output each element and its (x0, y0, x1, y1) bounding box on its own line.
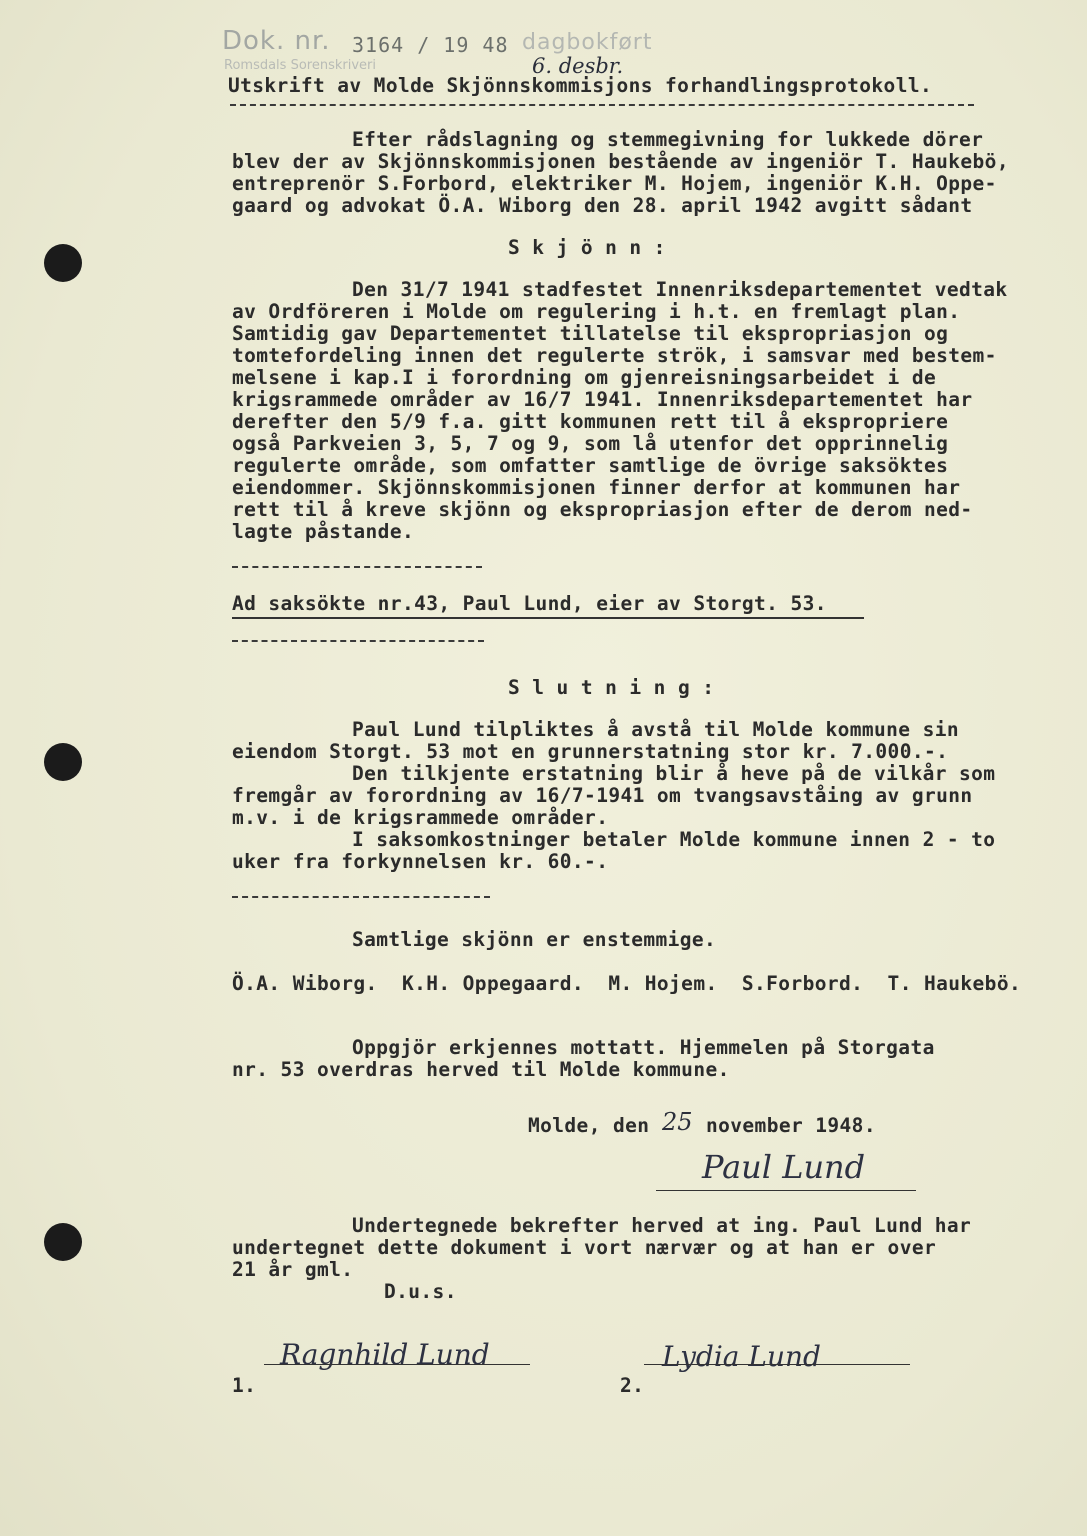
title-divider (230, 104, 974, 106)
place-date-day: 25 (662, 1108, 693, 1136)
signature-paul-lund: Paul Lund (702, 1148, 866, 1186)
slutning-line: uker fra forkynnelsen kr. 60.-. (232, 850, 609, 873)
dus-closing: D.u.s. (384, 1280, 457, 1303)
case-line: Ad saksökte nr.43, Paul Lund, eier av Storgt. 53. (232, 592, 827, 615)
skjonn-line: av Ordföreren i Molde om regulering i h.t. en fremlagt plan. (232, 300, 961, 323)
slutning-line: eiendom Storgt. 53 mot en grunnerstatning stor kr. 7.000.-. (232, 740, 949, 763)
intro-line: blev der av Skjönnskommisjonen bestående av ingeniör T. Haukebö, (232, 150, 1009, 173)
skjonn-line: krigsrammede områder av 16/7 1941. Innenriksdepartementet har (232, 388, 973, 411)
skjonn-line: eiendommer. Skjönnskommisjonen finner derfor at kommunen har (232, 476, 961, 499)
skjonn-line: rett til å kreve skjönn og ekspropriasjon efter de derom ned- (232, 498, 973, 521)
registry-stamp-sub: Romsdals Sorenskriveri (224, 58, 376, 73)
registry-stamp-label: Dok. nr. (222, 26, 331, 56)
slutning-line: m.v. i de krigsrammede områder. (232, 806, 609, 829)
registry-stamp-suffix: dagbokført (522, 30, 653, 55)
registry-stamp-number: 3164 / 19 48 (352, 33, 509, 57)
case-underline (232, 617, 864, 619)
slutning-line: Den tilkjente erstatning blir å heve på de vilkår som (352, 762, 996, 785)
witness2-signature: Lydia Lund (662, 1340, 821, 1373)
witness2-number: 2. (620, 1374, 645, 1397)
witness1-signature: Ragnhild Lund (280, 1338, 490, 1371)
witness-line: 21 år gml. (232, 1258, 354, 1281)
place-date-rest: november 1948. (706, 1114, 876, 1137)
witness-line: Undertegnede bekrefter herved at ing. Paul Lund har (352, 1214, 972, 1237)
skjonn-line: derefter den 5/9 f.a. gitt kommunen rett til å ekspropriere (232, 410, 949, 433)
signers-list: Ö.A. Wiborg. K.H. Oppegaard. M. Hojem. S.Forbord. T. Haukebö. (232, 972, 1022, 995)
slutning-line: Paul Lund tilpliktes å avstå til Molde kommune sin (352, 718, 959, 741)
section-divider (232, 640, 484, 642)
skjonn-heading: S k j ö n n : (508, 236, 666, 259)
handwritten-date: 6. desbr. (532, 54, 624, 78)
witness-line: undertegnet dette dokument i vort nærvær og at han er over (232, 1236, 937, 1259)
intro-line: entreprenör S.Forbord, elektriker M. Hojem, ingeniör K.H. Oppe- (232, 172, 997, 195)
section-divider (232, 566, 482, 568)
slutning-line: fremgår av forordning av 16/7-1941 om tvangsavståing av grunn (232, 784, 973, 807)
witness1-number: 1. (232, 1374, 257, 1397)
slutning-heading: S l u t n i n g : (508, 676, 715, 699)
section-divider (232, 896, 490, 898)
skjonn-line: regulerte område, som omfatter samtlige de övrige saksöktes (232, 454, 949, 477)
receipt-line: nr. 53 overdras herved til Molde kommune. (232, 1058, 730, 1081)
skjonn-line: lagte påstande. (232, 520, 415, 543)
document-title: Utskrift av Molde Skjönnskommisjons forhandlingsprotokoll. (228, 74, 933, 97)
intro-line: Efter rådslagning og stemmegivning for lukkede dörer (352, 128, 984, 151)
skjonn-line: melsene i kap.I i forordning om gjenreisningsarbeidet i de (232, 366, 937, 389)
slutning-line: I saksomkostninger betaler Molde kommune innen 2 - to (352, 828, 996, 851)
signature-line (656, 1190, 916, 1191)
unanimous-statement: Samtlige skjönn er enstemmige. (352, 928, 717, 951)
skjonn-line: Samtidig gav Departementet tillatelse til ekspropriasjon og (232, 322, 949, 345)
witness1-signature-line (264, 1364, 530, 1365)
receipt-line: Oppgjör erkjennes mottatt. Hjemmelen på Storgata (352, 1036, 935, 1059)
skjonn-line: også Parkveien 3, 5, 7 og 9, som lå utenfor det opprinnelig (232, 432, 949, 455)
intro-line: gaard og advokat Ö.A. Wiborg den 28. april 1942 avgitt sådant (232, 194, 973, 217)
skjonn-line: Den 31/7 1941 stadfestet Innenriksdepartementet vedtak (352, 278, 1008, 301)
witness2-signature-line (644, 1364, 910, 1365)
place-date-prefix: Molde, den (528, 1114, 650, 1137)
skjonn-line: tomtefordeling innen det regulerte strök, i samsvar med bestem- (232, 344, 997, 367)
